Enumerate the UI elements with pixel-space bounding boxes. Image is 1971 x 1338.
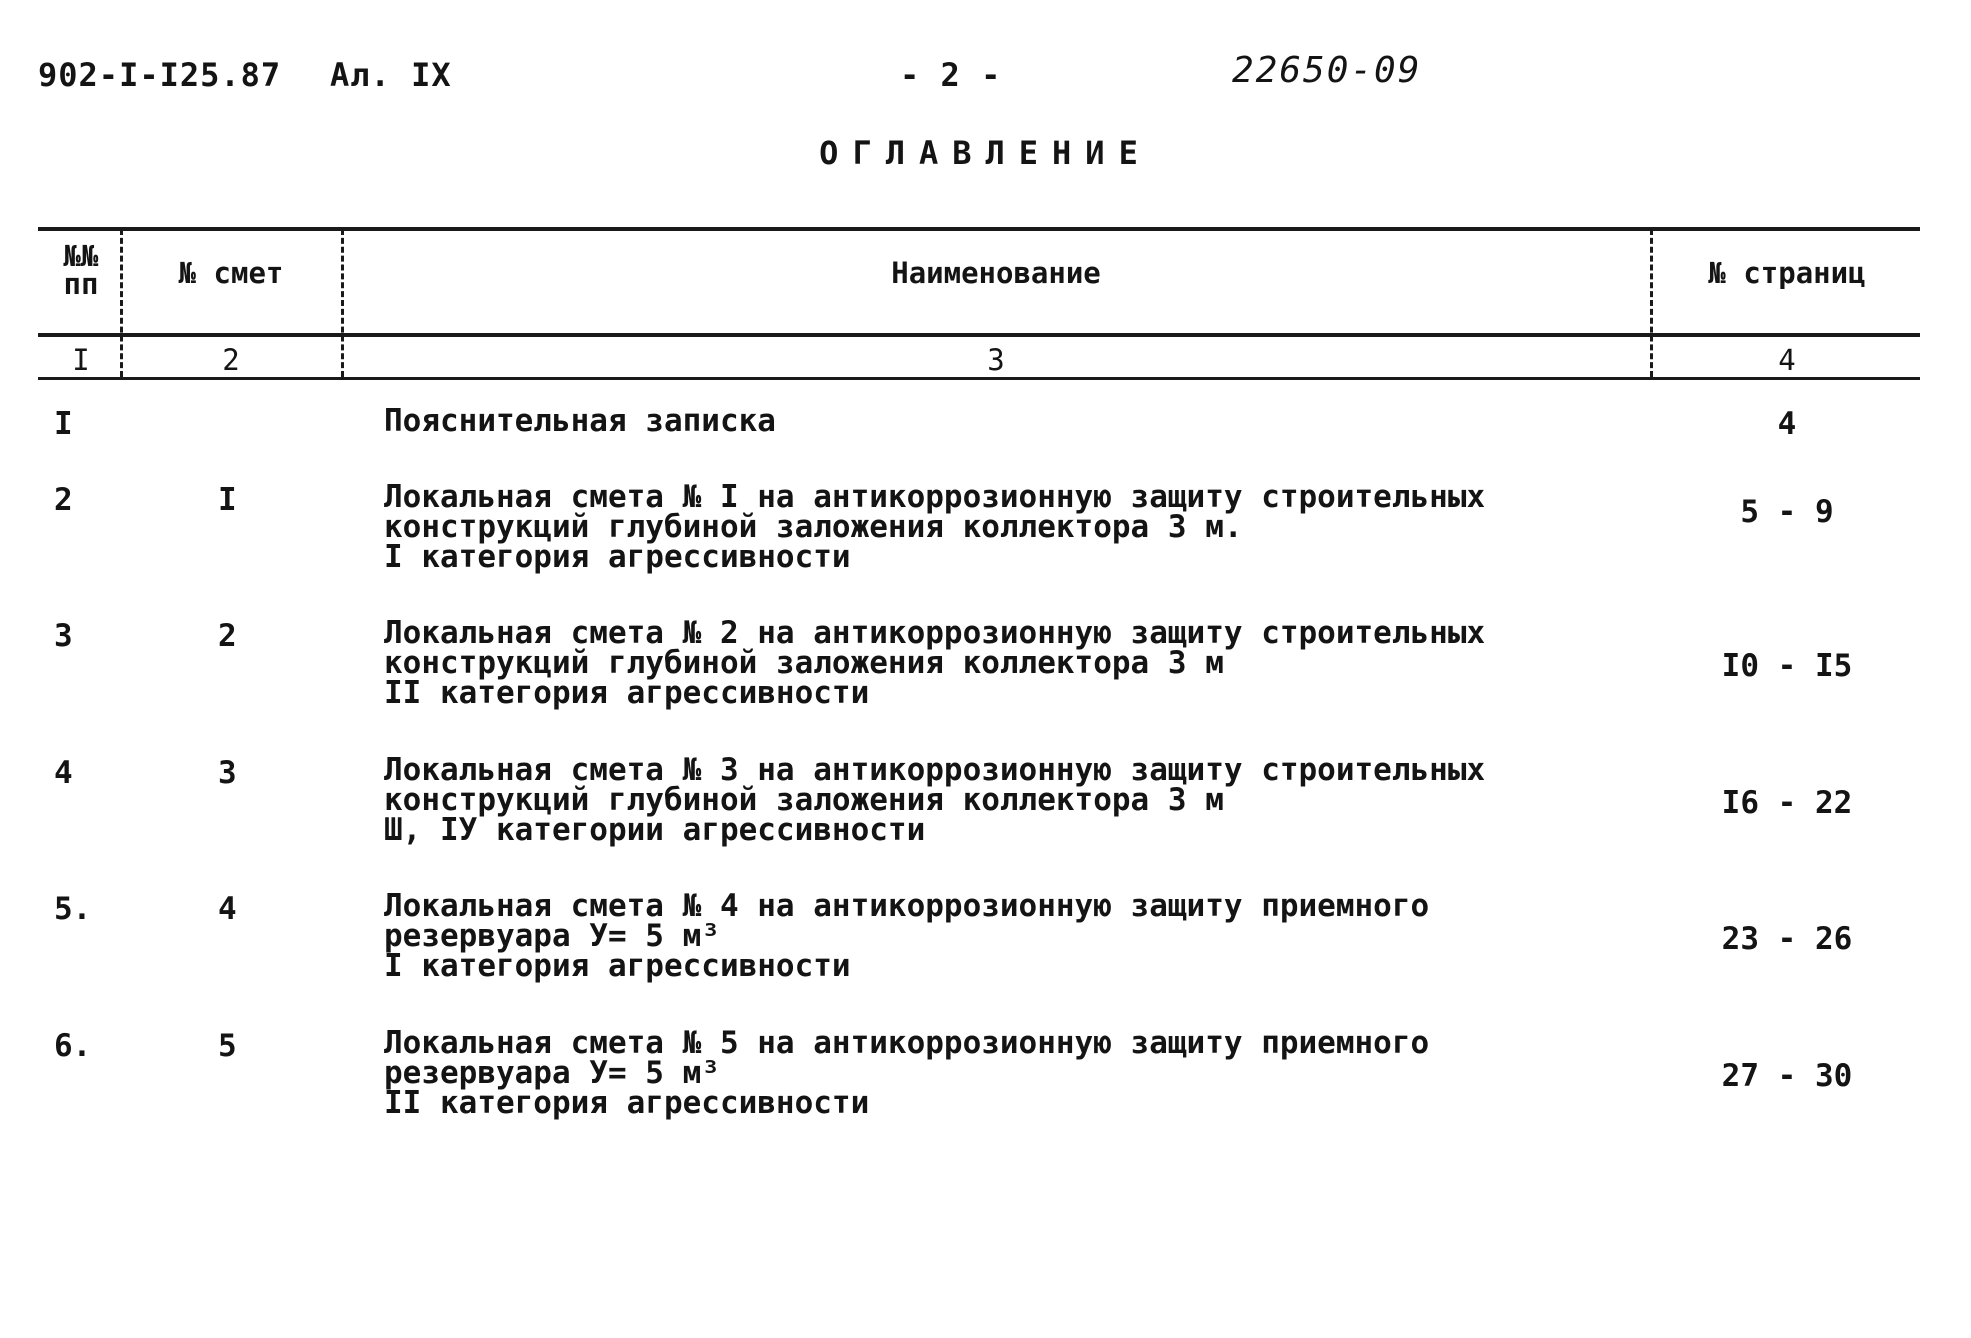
column-divider <box>120 229 123 377</box>
row-name-line: Локальная смета № 4 на антикоррозионную защиту приемного <box>384 888 1430 924</box>
column-number: I <box>72 343 90 377</box>
row-name-line: I категория агрессивности <box>384 539 851 575</box>
row-name <box>384 888 1644 984</box>
column-number: 4 <box>1778 343 1796 377</box>
row-number: I <box>54 406 73 442</box>
row-name-line: II категория агрессивности <box>384 1085 870 1121</box>
row-name-line: резервуара У= 5 м³ <box>384 1055 720 1091</box>
row-name-line: Локальная смета № 5 на антикоррозионную защиту приемного <box>384 1025 1430 1061</box>
row-name <box>384 752 1644 848</box>
row-name-line: резервуара У= 5 м³ <box>384 918 720 954</box>
row-number: 4 <box>54 755 73 791</box>
row-pages: I0 - I5 <box>1721 648 1853 684</box>
row-name-line: Локальная смета № 3 на антикоррозионную защиту строительных <box>384 752 1486 788</box>
row-name <box>384 479 1644 575</box>
row-pages: I6 - 22 <box>1721 785 1853 821</box>
row-name-line: I категория агрессивности <box>384 948 851 984</box>
row-number: 6. <box>54 1028 92 1064</box>
table-numbers-rule <box>38 377 1920 380</box>
column-number: 2 <box>222 343 240 377</box>
album-number: Ал. IX <box>330 56 452 94</box>
table-header-rule <box>38 333 1920 337</box>
row-estimate: I <box>218 482 237 518</box>
row-name-line: конструкций глубиной заложения коллектора 3 м. <box>384 509 1243 545</box>
row-name <box>384 1025 1644 1121</box>
row-name-line: II категория агрессивности <box>384 675 870 711</box>
row-name-line: Локальная смета № 2 на антикоррозионную защиту строительных <box>384 615 1486 651</box>
row-pages: 5 - 9 <box>1740 494 1834 530</box>
row-pages: 4 <box>1777 406 1797 442</box>
row-number: 5. <box>54 891 92 927</box>
row-name-line: конструкций глубиной заложения коллектора 3 м <box>384 782 1224 818</box>
column-divider <box>341 229 344 377</box>
row-name-line: конструкций глубиной заложения коллектора 3 м <box>384 645 1224 681</box>
column-header-number: №№ пп <box>63 239 99 301</box>
row-number: 2 <box>54 482 73 518</box>
row-estimate: 4 <box>218 891 237 927</box>
table-top-rule <box>38 227 1920 231</box>
registration-number: 22650-09 <box>1232 50 1422 91</box>
page-number: - 2 - <box>900 56 1002 94</box>
row-estimate: 5 <box>218 1028 237 1064</box>
column-header-estimate: № смет <box>178 256 284 290</box>
row-name <box>384 403 1644 439</box>
row-number: 3 <box>54 618 73 654</box>
row-name-line: Локальная смета № I на антикоррозионную защиту строительных <box>384 479 1486 515</box>
row-estimate: 2 <box>218 618 237 654</box>
row-pages: 23 - 26 <box>1721 921 1853 957</box>
row-estimate: 3 <box>218 755 237 791</box>
row-name-line: Пояснительная записка <box>384 403 776 439</box>
column-number: 3 <box>987 343 1005 377</box>
column-header-name: Наименование <box>891 256 1101 290</box>
row-pages: 27 - 30 <box>1721 1058 1853 1094</box>
column-divider <box>1650 229 1653 377</box>
row-name <box>384 615 1644 711</box>
row-name-line: Ш, IУ категории агрессивности <box>384 812 926 848</box>
column-header-pages: № страниц <box>1708 256 1866 290</box>
page-title: ОГЛАВЛЕНИЕ <box>819 134 1152 172</box>
document-code: 902-I-I25.87 <box>38 56 282 94</box>
